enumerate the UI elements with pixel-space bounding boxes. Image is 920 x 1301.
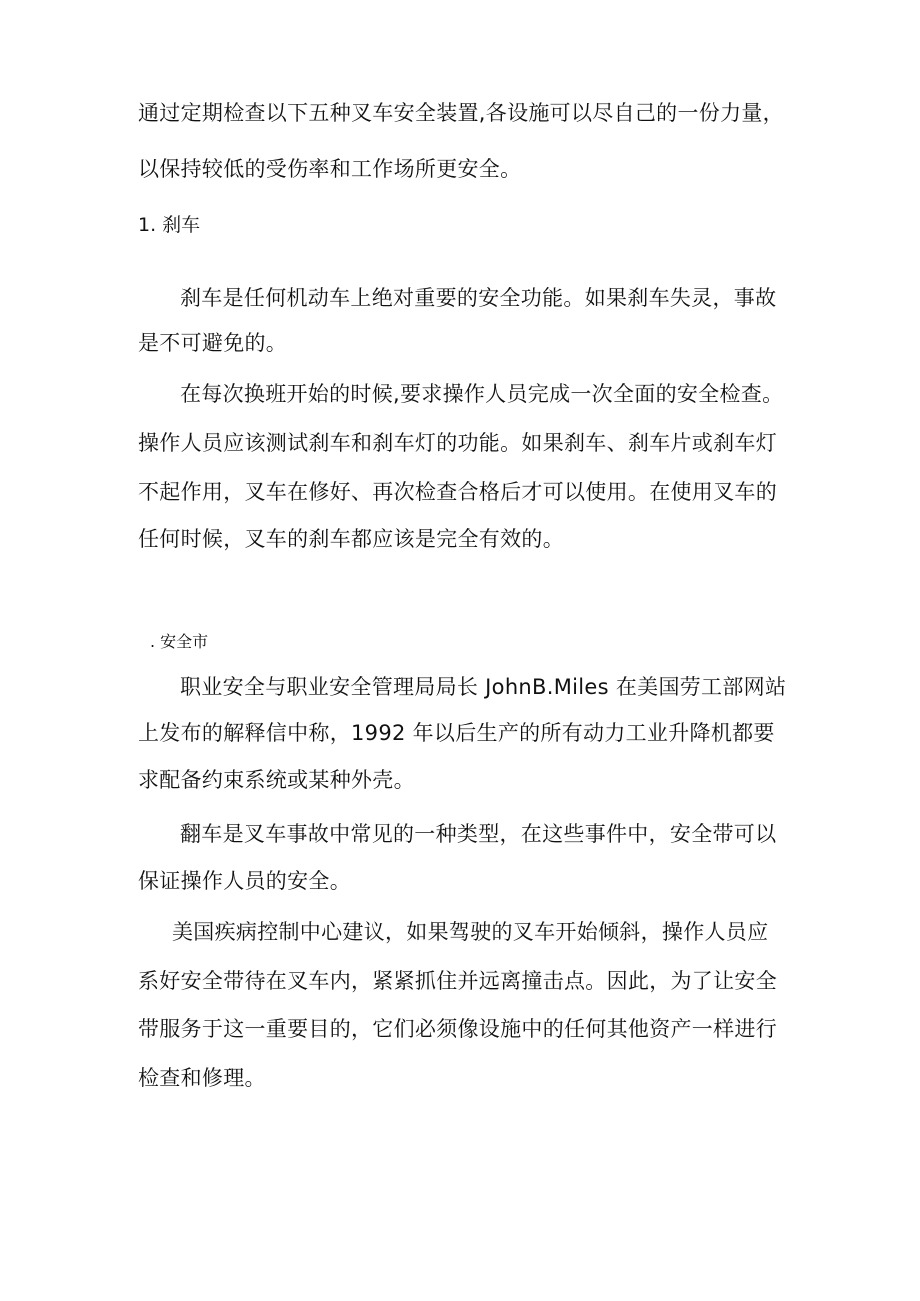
- section-2-paragraph-2-line-2: 保证操作人员的安全。: [138, 869, 351, 893]
- section-2-paragraph-1-line-1: 职业安全与职业安全管理局局长 JohnB.Miles 在美国劳工部网站: [180, 675, 787, 699]
- section-1-paragraph-2-line-3: 不起作用，叉车在修好、再次检查合格后才可以使用。在使用叉车的: [138, 480, 777, 504]
- section-2-paragraph-3-line-1: 美国疾病控制中心建议，如果驾驶的叉车开始倾斜，操作人员应: [172, 920, 769, 944]
- intro-line-2: 以保持较低的受伤率和工作场所更安全。: [138, 157, 522, 181]
- section-1-paragraph-2-line-2: 操作人员应该测试刹车和刹车灯的功能。如果刹车、刹车片或刹车灯: [138, 431, 777, 455]
- section-2-paragraph-1-line-3: 求配备约束系统或某种外壳。: [138, 768, 415, 792]
- section-1-paragraph-1-line-1: 刹车是任何机动车上绝对重要的安全功能。如果刹车失灵，事故: [180, 286, 777, 310]
- section-2-paragraph-3-line-2: 系好安全带待在叉车内，紧紧抓住并远离撞击点。因此，为了让安全: [138, 969, 777, 993]
- section-1-paragraph-2-line-4: 任何时候，叉车的刹车都应该是完全有效的。: [138, 527, 564, 551]
- section-2-paragraph-1-line-2: 上发布的解释信中称，1992 年以后生产的所有动力工业升降机都要: [138, 721, 775, 745]
- section-2-paragraph-2-line-1: 翻车是叉车事故中常见的一种类型，在这些事件中，安全带可以: [180, 822, 777, 846]
- section-2-heading: . 安全市: [150, 632, 209, 651]
- section-2-paragraph-3-line-3: 带服务于这一重要目的，它们必须像设施中的任何其他资产一样进行: [138, 1017, 777, 1041]
- section-1-heading: 1. 刹车: [138, 214, 201, 236]
- section-1-paragraph-1-line-2: 是不可避免的。: [138, 331, 288, 355]
- section-2-paragraph-3-line-4: 检查和修理。: [138, 1066, 266, 1090]
- section-1-paragraph-2-line-1: 在每次换班开始的时候,要求操作人员完成一次全面的安全检查。: [180, 382, 784, 406]
- intro-line-1: 通过定期检查以下五种叉车安全装置,各设施可以尽自己的一份力量，: [138, 101, 784, 125]
